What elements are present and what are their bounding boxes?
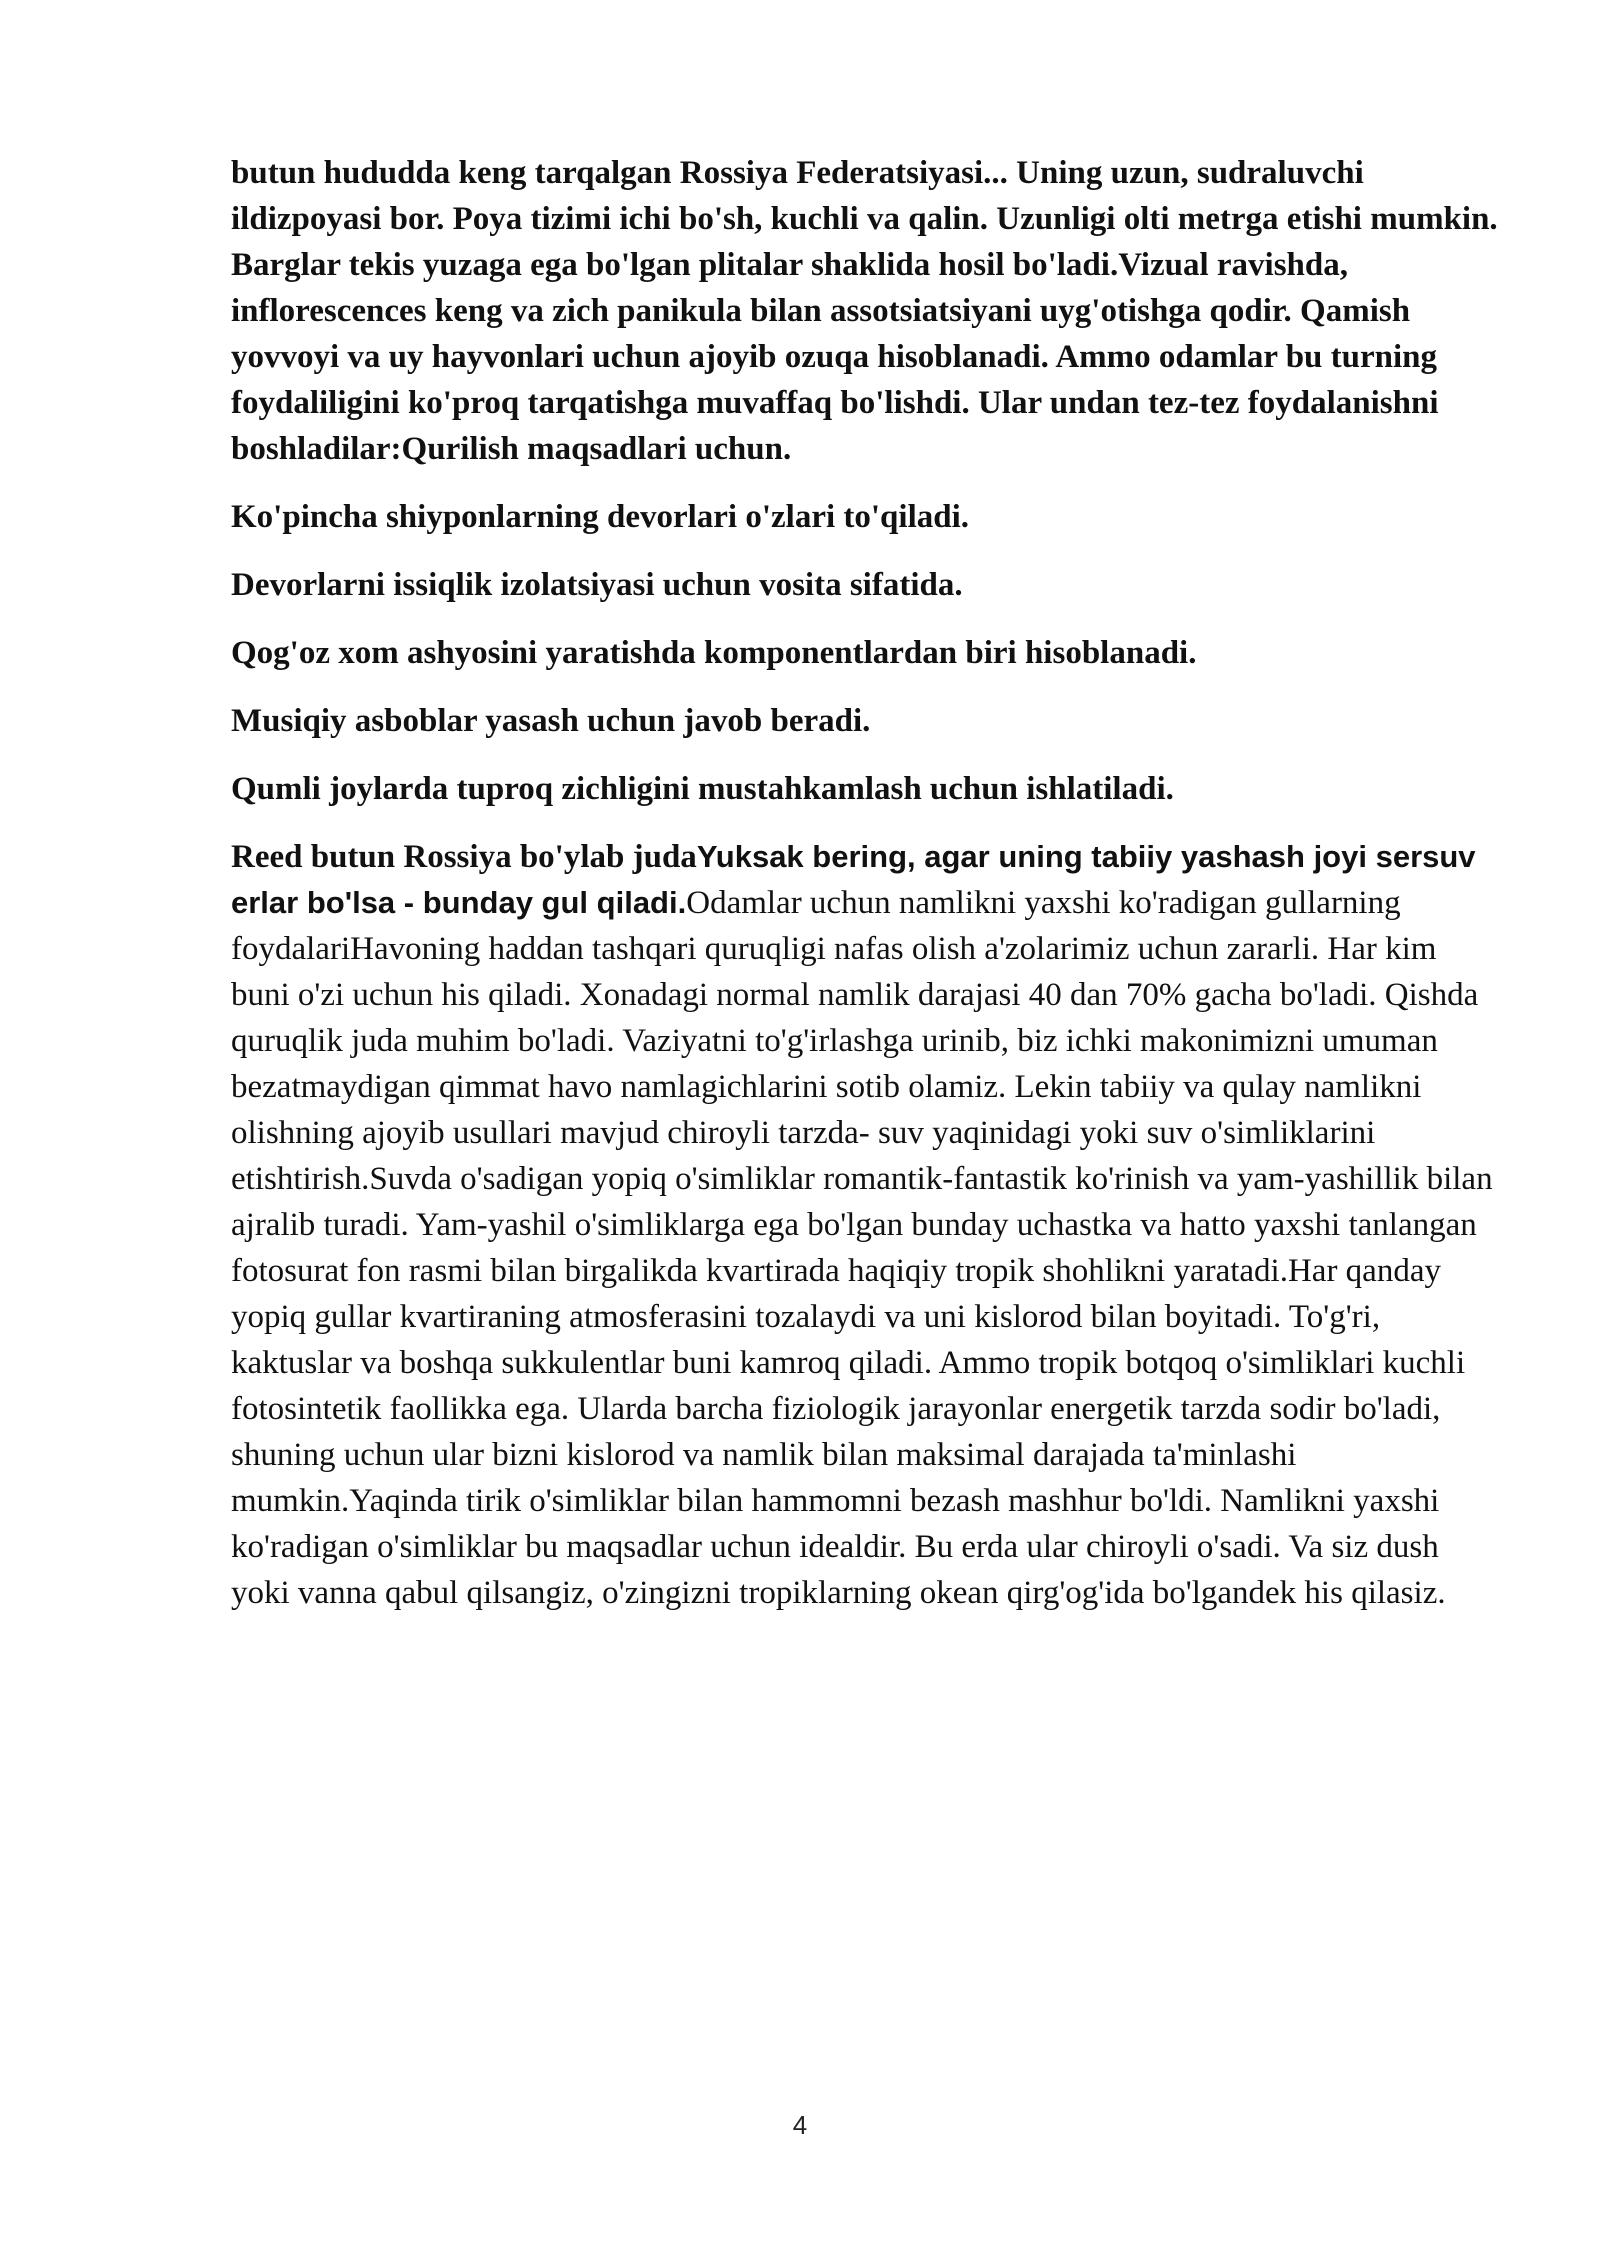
final-heading-sans: Yuksak bering, agar uning tabiiy yashash joyi sersuv erlar bo'lsa - bunday gul qiladi. <box>231 839 1476 920</box>
document-body <box>231 150 1501 1638</box>
use-item-musical-instruments: Musiqiy asboblar yasash uchun javob beradi. <box>231 703 871 739</box>
final-paragraph <box>231 834 1501 1616</box>
use-item-paper-raw-material: Qog'oz xom ashyosini yaratishda komponentlardan biri hisoblanadi. <box>231 635 1197 671</box>
intro-paragraph: butun hududda keng tarqalgan Rossiya Federatsiyasi... Uning uzun, sudraluvchi ildizpoyasi bor. Poya tizimi ichi bo'sh, kuchli va qalin. Uzunligi olti metrga etishi mumkin. Barglar tekis yuzaga ega bo'lgan plitalar shaklida hosil bo'ladi.Vizual ravishda, inflorescences keng va zich panikula bilan assotsiatsiyani uyg'otishga qodir. Qamish yovvoyi va uy hayvonlari uchun ajoyib ozuqa hisoblanadi. Ammo odamlar bu turning foydaliligini ko'proq tarqatishga muvaffaq bo'lishdi. Ular undan tez-tez foydalanishni boshladilar:Qurilish maqsadlari uchun. <box>231 155 1498 467</box>
final-heading-serif: Reed butun Rossiya bo'ylab juda <box>231 839 697 875</box>
page-number: 4 <box>792 2110 808 2140</box>
use-item-thermal-insulation: Devorlarni issiqlik izolatsiyasi uchun vosita sifatida. <box>231 567 963 603</box>
use-item-walls-woven: Ko'pincha shiyponlarning devorlari o'zlari to'qiladi. <box>231 499 970 535</box>
final-body-text: Odamlar uchun namlikni yaxshi ko'radigan gullarning foydalariHavoning haddan tashqari quruqligi nafas olish a'zolarimiz uchun zararli. Har kim buni o'zi uchun his qiladi. Xonadagi normal namlik darajasi 40 dan 70% gacha bo'ladi. Qishda quruqlik juda muhim bo'ladi. Vaziyatni to'g'irlashga urinib, biz ichki makonimizni umuman bezatmaydigan qimmat havo namlagichlarini sotib olamiz. Lekin tabiiy va qulay namlikni olishning ajoyib usullari mavjud chiroyli tarzda- suv yaqinidagi yoki suv o'simliklarini etishtirish.Suvda o'sadigan yopiq o'simliklar romantik-fantastik ko'rinish va yam-yashillik bilan ajralib turadi. Yam-yashil o'simliklarga ega bo'lgan bunday uchastka va hatto yaxshi tanlangan fotosurat fon rasmi bilan birgalikda kvartirada haqiqiy tropik shohlikni yaratadi.Har qanday yopiq gullar kvartiraning atmosferasini tozalaydi va uni kislorod bilan boyitadi. To'g'ri, kaktuslar va boshqa sukkulentlar buni kamroq qiladi. Ammo tropik botqoq o'simliklari kuchli fotosintetik faollikka ega. Ularda barcha fiziologik jarayonlar energetik tarzda sodir bo'ladi, shuning uchun ular bizni kislorod va namlik bilan maksimal darajada ta'minlashi mumkin.Yaqinda tirik o'simliklar bilan hammomni bezash mashhur bo'ldi. Namlikni yaxshi ko'radigan o'simliklar bu maqsadlar uchun idealdir. Bu erda ular chiroyli o'sadi. Va siz dush yoki vanna qabul qilsangiz, o'zingizni tropiklarning okean qirg'og'ida bo'lgandek his qilasiz. <box>231 885 1493 1611</box>
use-item-soil-strengthening: Qumli joylarda tuproq zichligini mustahkamlash uchun ishlatiladi. <box>231 771 1174 807</box>
